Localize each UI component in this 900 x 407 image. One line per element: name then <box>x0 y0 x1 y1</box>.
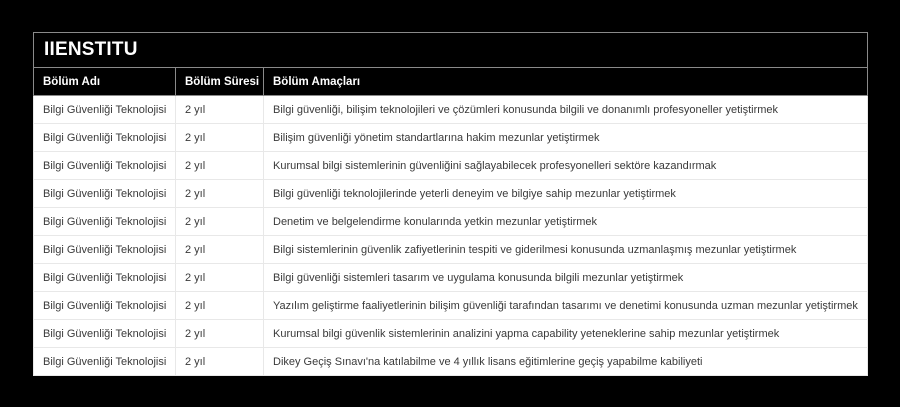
cell-bolum-amaci: Denetim ve belgelendirme konularında yetkin mezunlar yetiştirmek <box>264 208 868 236</box>
cell-bolum-suresi: 2 yıl <box>176 152 264 180</box>
cell-bolum-amaci: Yazılım geliştirme faaliyetlerinin bilişim güvenliği tarafından tasarımı ve denetimi konusunda uzman mezunlar yetiştirmek <box>264 292 868 320</box>
cell-bolum-adi: Bilgi Güvenliği Teknolojisi <box>34 152 176 180</box>
cell-bolum-adi: Bilgi Güvenliği Teknolojisi <box>34 264 176 292</box>
cell-bolum-suresi: 2 yıl <box>176 292 264 320</box>
table-row <box>34 320 868 348</box>
cell-bolum-adi: Bilgi Güvenliği Teknolojisi <box>34 124 176 152</box>
cell-bolum-amaci: Bilgi güvenliği sistemleri tasarım ve uygulama konusunda bilgili mezunlar yetiştirmek <box>264 264 868 292</box>
cell-bolum-suresi: 2 yıl <box>176 348 264 376</box>
table-row <box>34 348 868 376</box>
cell-bolum-suresi: 2 yıl <box>176 264 264 292</box>
cell-bolum-amaci: Kurumsal bilgi sistemlerinin güvenliğini sağlayabilecek profesyonelleri sektöre kazandırmak <box>264 152 868 180</box>
program-table <box>33 32 868 376</box>
cell-bolum-suresi: 2 yıl <box>176 236 264 264</box>
table-row <box>34 292 868 320</box>
cell-bolum-adi: Bilgi Güvenliği Teknolojisi <box>34 348 176 376</box>
cell-bolum-adi: Bilgi Güvenliği Teknolojisi <box>34 180 176 208</box>
cell-bolum-suresi: 2 yıl <box>176 124 264 152</box>
cell-bolum-amaci: Bilgi güvenliği, bilişim teknolojileri ve çözümleri konusunda bilgili ve donanımlı profesyoneller yetiştirmek <box>264 96 868 124</box>
cell-bolum-adi: Bilgi Güvenliği Teknolojisi <box>34 320 176 348</box>
table-row <box>34 180 868 208</box>
cell-bolum-adi: Bilgi Güvenliği Teknolojisi <box>34 208 176 236</box>
cell-bolum-amaci: Bilgi güvenliği teknolojilerinde yeterli deneyim ve bilgiye sahip mezunlar yetiştirmek <box>264 180 868 208</box>
table-row <box>34 124 868 152</box>
table-row <box>34 236 868 264</box>
cell-bolum-adi: Bilgi Güvenliği Teknolojisi <box>34 236 176 264</box>
header-bolum-adi: Bölüm Adı <box>34 68 176 96</box>
title-row <box>34 33 868 68</box>
table-row <box>34 96 868 124</box>
cell-bolum-amaci: Dikey Geçiş Sınavı'na katılabilme ve 4 yıllık lisans eğitimlerine geçiş yapabilme kabiliyeti <box>264 348 868 376</box>
cell-bolum-suresi: 2 yıl <box>176 208 264 236</box>
header-bolum-suresi: Bölüm Süresi <box>176 68 264 96</box>
table-row <box>34 152 868 180</box>
cell-bolum-suresi: 2 yıl <box>176 320 264 348</box>
table-title: IIENSTITU <box>34 33 868 68</box>
table-row <box>34 208 868 236</box>
cell-bolum-amaci: Bilişim güvenliği yönetim standartlarına hakim mezunlar yetiştirmek <box>264 124 868 152</box>
cell-bolum-amaci: Bilgi sistemlerinin güvenlik zafiyetlerinin tespiti ve giderilmesi konusunda uzmanlaşmış mezunlar yetiştirmek <box>264 236 868 264</box>
cell-bolum-suresi: 2 yıl <box>176 96 264 124</box>
cell-bolum-adi: Bilgi Güvenliği Teknolojisi <box>34 292 176 320</box>
header-bolum-amaclari: Bölüm Amaçları <box>264 68 868 96</box>
program-table-container <box>33 32 867 376</box>
cell-bolum-amaci: Kurumsal bilgi güvenlik sistemlerinin analizini yapma capability yeteneklerine sahip mezunlar yetiştirmek <box>264 320 868 348</box>
table-row <box>34 264 868 292</box>
header-row <box>34 68 868 96</box>
cell-bolum-suresi: 2 yıl <box>176 180 264 208</box>
cell-bolum-adi: Bilgi Güvenliği Teknolojisi <box>34 96 176 124</box>
